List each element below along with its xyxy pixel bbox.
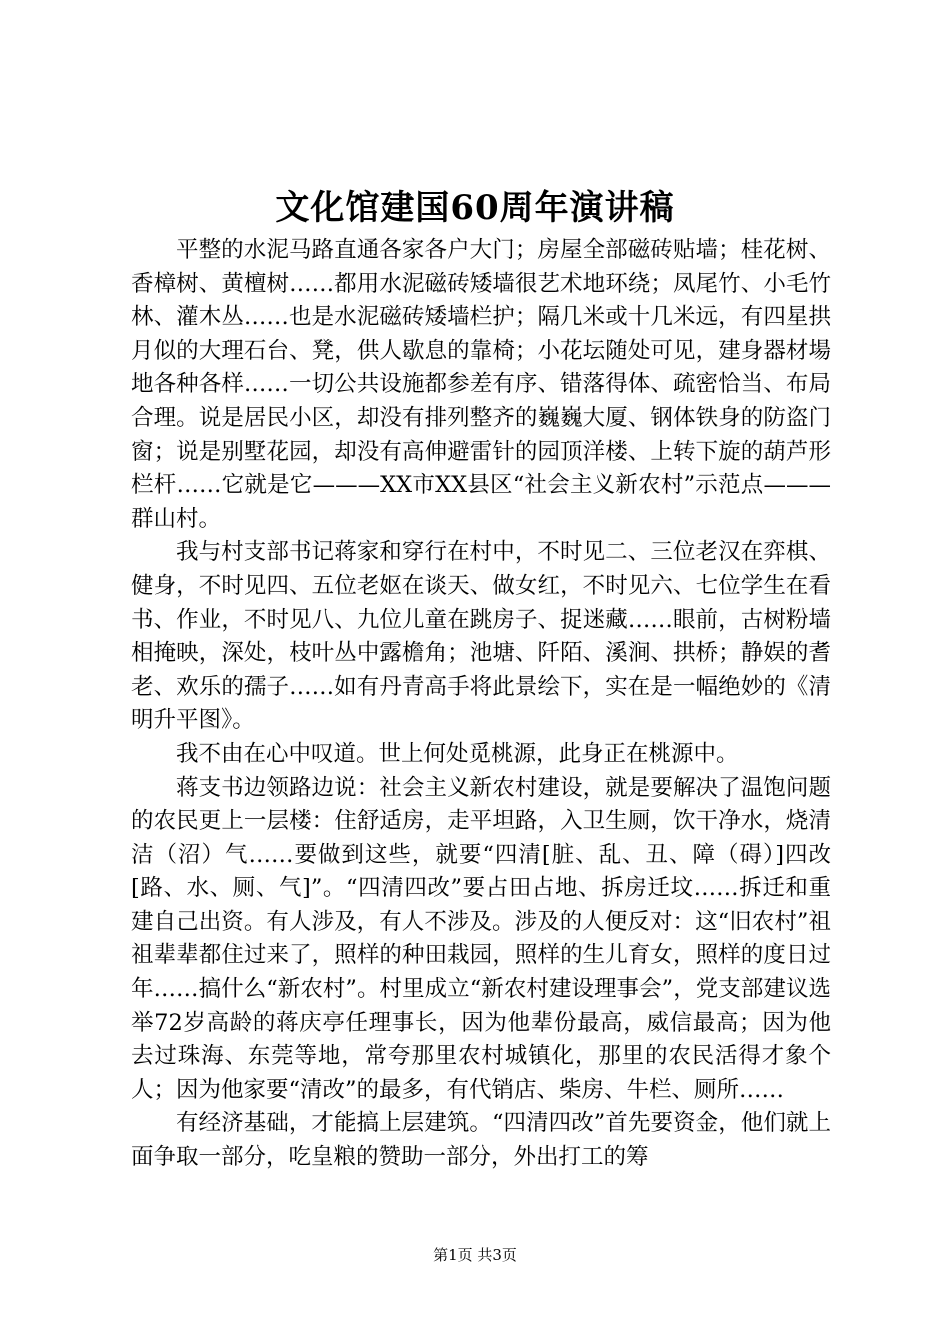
document-title: 文化馆建国60周年演讲稿 [275, 188, 675, 228]
document-body [131, 234, 831, 1175]
paragraph: 平整的水泥马路直通各家各户大门；房屋全部磁砖贴墙；桂花树、香樟树、黄檀树……都用水泥磁砖矮墙很艺术地环绕；凤尾竹、小毛竹林、灌木丛……也是水泥磁砖矮墙栏护；隔几米或十几米远，有四星拱月似的大理石台、凳，供人歇息的靠椅；小花坛随处可见，建身器材場地各种各样……一切公共设施都参差有序、错落得体、疏密恰当、布局合理。说是居民小区，却没有排列整齐的巍巍大厦、钢体铁身的防盗门窗；说是别墅花园，却没有高伸避雷针的园顶洋楼、上转下旋的葫芦形栏杆……它就是它———XX市XX县区“社会主义新农村”示范点———群山村。 [131, 237, 831, 532]
paragraph: 有经济基础，才能搞上层建筑。“四清四改”首先要资金，他们就上面争取一部分，吃皇粮的赞助一部分，外出打工的筹 [131, 1110, 831, 1171]
paragraph: 蒋支书边领路边说：社会主义新农村建设，就是要解决了温饱问题的农民更上一层楼：住舒适房，走平坦路，入卫生厕，饮干净水，烧清洁（沼）气……要做到这些，就要“四清[脏、乱、丑、障（碍）]四改[路、水、厕、气]”。“四清四改”要占田占地、拆房迁坟……拆迁和重建自己出资。有人涉及，有人不涉及。涉及的人便反对：这“旧农村”祖祖辈辈都住过来了，照样的种田栽园，照样的生儿育女，照样的度日过年……搞什么“新农村”。村里成立“新农村建设理事会”，党支部建议选举72岁高龄的蒋庆亭任理事长，因为他辈份最高，威信最高；因为他去过珠海、东莞等地，常夸那里农村城镇化，那里的农民活得才象个人；因为他家要“清改”的最多，有代销店、柴房、牛栏、厕所…… [131, 774, 831, 1103]
page-number-footer: 第1页 共3页 [433, 1246, 517, 1264]
paragraph: 我与村支部书记蒋家和穿行在村中，不时见二、三位老汉在弈棋、健身，不时见四、五位老妪在谈天、做女红，不时见六、七位学生在看书、作业，不时见八、九位儿童在跳房子、捉迷藏……眼前，古树粉墙相掩映，深处，枝叶丛中露檐角；池塘、阡陌、溪涧、拱桥；静娱的耆老、欢乐的孺子……如有丹青高手将此景绘下，实在是一幅绝妙的《清明升平图》。 [131, 539, 831, 734]
paragraph: 我不由在心中叹道。世上何处觅桃源，此身正在桃源中。 [176, 740, 739, 767]
